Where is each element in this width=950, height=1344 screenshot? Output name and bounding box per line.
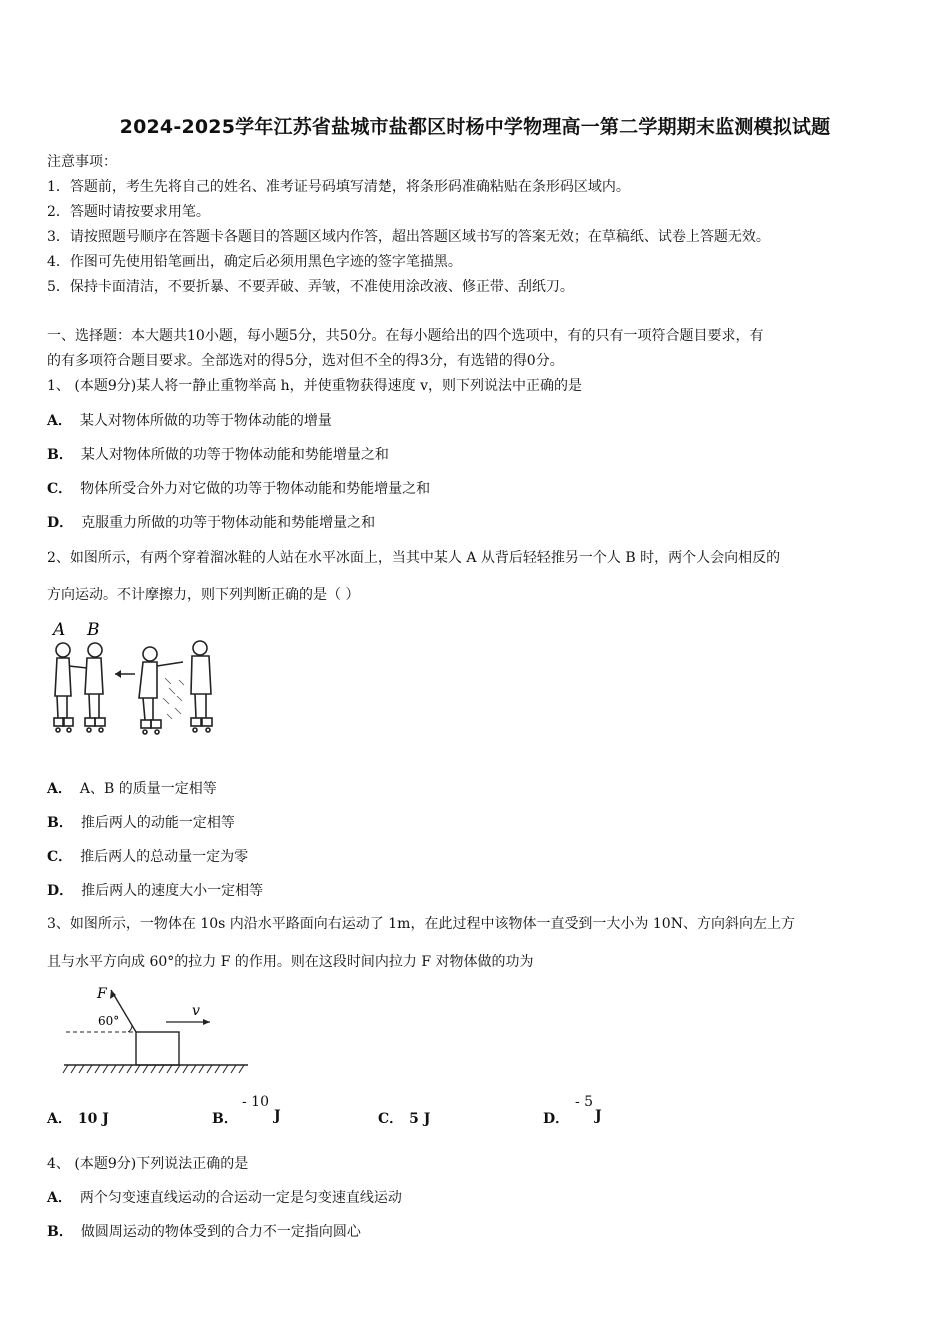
q2-option-d <box>47 881 263 901</box>
q1-option-a <box>47 411 332 431</box>
q1-option-d <box>47 513 375 533</box>
q3-option-b <box>212 1108 238 1128</box>
option-text: A、B 的质量一定相等 <box>79 781 217 797</box>
notice-heading: 注意事项： <box>47 154 117 170</box>
option-label: D． <box>543 1111 570 1127</box>
option-label: A． <box>47 1111 72 1127</box>
block <box>136 1032 179 1065</box>
notice-item-4: 4．作图可先使用铅笔画出，确定后必须用黑色字迹的签字笔描黑。 <box>47 254 462 270</box>
q2-option-c <box>47 847 248 867</box>
skater-pair-after <box>139 641 212 734</box>
option-text: 克服重力所做的功等于物体动能和势能增量之和 <box>81 515 376 531</box>
option-text: 某人对物体所做的功等于物体动能和势能增量之和 <box>80 447 389 463</box>
option-label: A． <box>47 413 72 429</box>
notice-item-2: 2．答题时请按要求用笔。 <box>47 204 210 220</box>
page-title: 2024-2025学年江苏省盐城市盐都区时杨中学物理高一第二学期期末监测模拟试题 <box>119 116 831 138</box>
notice-item-1: 1．答题前，考生先将自己的姓名、准考证号码填写清楚，将条形码准确粘贴在条形码区域内。 <box>47 179 630 195</box>
force-label: F <box>97 986 107 1002</box>
q2-option-b <box>47 813 235 833</box>
arrowhead-left-icon <box>115 670 121 678</box>
force-diagram <box>60 982 260 1077</box>
q4-stem: 4、 (本题9分)下列说法正确的是 <box>47 1156 249 1172</box>
section-intro-line-1: 一、选择题：本大题共10小题，每小题5分，共50分。在每小题给出的四个选项中，有的只有一项符合题目要求，有 <box>47 328 764 344</box>
figure-label-b: B <box>87 620 100 640</box>
option-label: B． <box>47 815 73 831</box>
q3-option-c <box>378 1108 430 1128</box>
velocity-label: v <box>192 1003 200 1019</box>
notice-item-5: 5．保持卡面清洁，不要折暴、不要弄破、弄皱，不准使用涂改液、修正带、刮纸刀。 <box>47 279 574 295</box>
q1-option-c <box>47 479 430 499</box>
option-text: 推后两人的总动量一定为零 <box>80 849 249 865</box>
velocity-arrowhead-icon <box>203 1019 210 1025</box>
q3-option-d-unit: J <box>595 1108 602 1124</box>
figure-label-a: A <box>53 620 66 640</box>
option-text: 物体所受合外力对它做的功等于物体动能和势能增量之和 <box>80 481 431 497</box>
option-text: 5 J <box>409 1111 431 1127</box>
option-label: A． <box>47 781 72 797</box>
q3-option-d-value: - 5 <box>575 1094 594 1110</box>
option-label: A． <box>47 1190 72 1206</box>
option-label: D． <box>47 883 74 899</box>
skater-pair-before <box>54 643 105 732</box>
option-label: B． <box>47 1224 73 1240</box>
ice-hatching <box>163 678 184 719</box>
skaters-figure <box>45 618 225 740</box>
q3-option-a <box>47 1108 109 1128</box>
section-intro-line-2: 的有多项符合题目要求。全部选对的得5分，选对但不全的得3分，有选错的得0分。 <box>47 353 564 369</box>
angle-label: 60° <box>98 1014 120 1028</box>
q3-option-b-unit: J <box>274 1108 281 1124</box>
q2-stem-line-1: 2、如图所示，有两个穿着溜冰鞋的人站在水平冰面上，当其中某人 A 从背后轻轻推另一个人 B 时，两个人会向相反的 <box>47 550 781 566</box>
option-text: 某人对物体所做的功等于物体动能的增量 <box>79 413 332 429</box>
q3-option-d <box>543 1108 569 1128</box>
option-label: B． <box>47 447 73 463</box>
q4-option-b <box>47 1222 361 1242</box>
q3-option-b-value: - 10 <box>242 1094 269 1110</box>
ground-hatching <box>63 1065 244 1073</box>
option-label: C． <box>47 849 73 865</box>
option-text: 做圆周运动的物体受到的合力不一定指向圆心 <box>80 1224 361 1240</box>
q3-stem-line-1: 3、如图所示，一物体在 10s 内沿水平路面向右运动了 1m，在此过程中该物体一直受到一大小为 10N、方向斜向左上方 <box>47 916 795 932</box>
option-text: 推后两人的速度大小一定相等 <box>81 883 264 899</box>
q2-stem-line-2: 方向运动。不计摩擦力，则下列判断正确的是（ ） <box>47 587 360 603</box>
q1-option-b <box>47 445 389 465</box>
option-text: 推后两人的动能一定相等 <box>80 815 235 831</box>
q2-option-a <box>47 779 217 799</box>
q4-option-a <box>47 1188 402 1208</box>
option-text: 两个匀变速直线运动的合运动一定是匀变速直线运动 <box>79 1190 402 1206</box>
q3-stem-line-2: 且与水平方向成 60°的拉力 F 的作用。则在这段时间内拉力 F 对物体做的功为 <box>47 954 534 970</box>
option-label: D． <box>47 515 74 531</box>
option-label: B． <box>212 1111 238 1127</box>
notice-item-3: 3．请按照题号顺序在答题卡各题目的答题区域内作答，超出答题区域书写的答案无效；在草稿纸、试卷上答题无效。 <box>47 229 770 245</box>
option-text: 10 J <box>77 1111 109 1127</box>
option-label: C． <box>47 481 73 497</box>
q1-stem: 1、 (本题9分)某人将一静止重物举高 h，并使重物获得速度 v，则下列说法中正确的是 <box>47 378 583 394</box>
option-label: C． <box>378 1111 404 1127</box>
angle-arc <box>128 1025 132 1032</box>
